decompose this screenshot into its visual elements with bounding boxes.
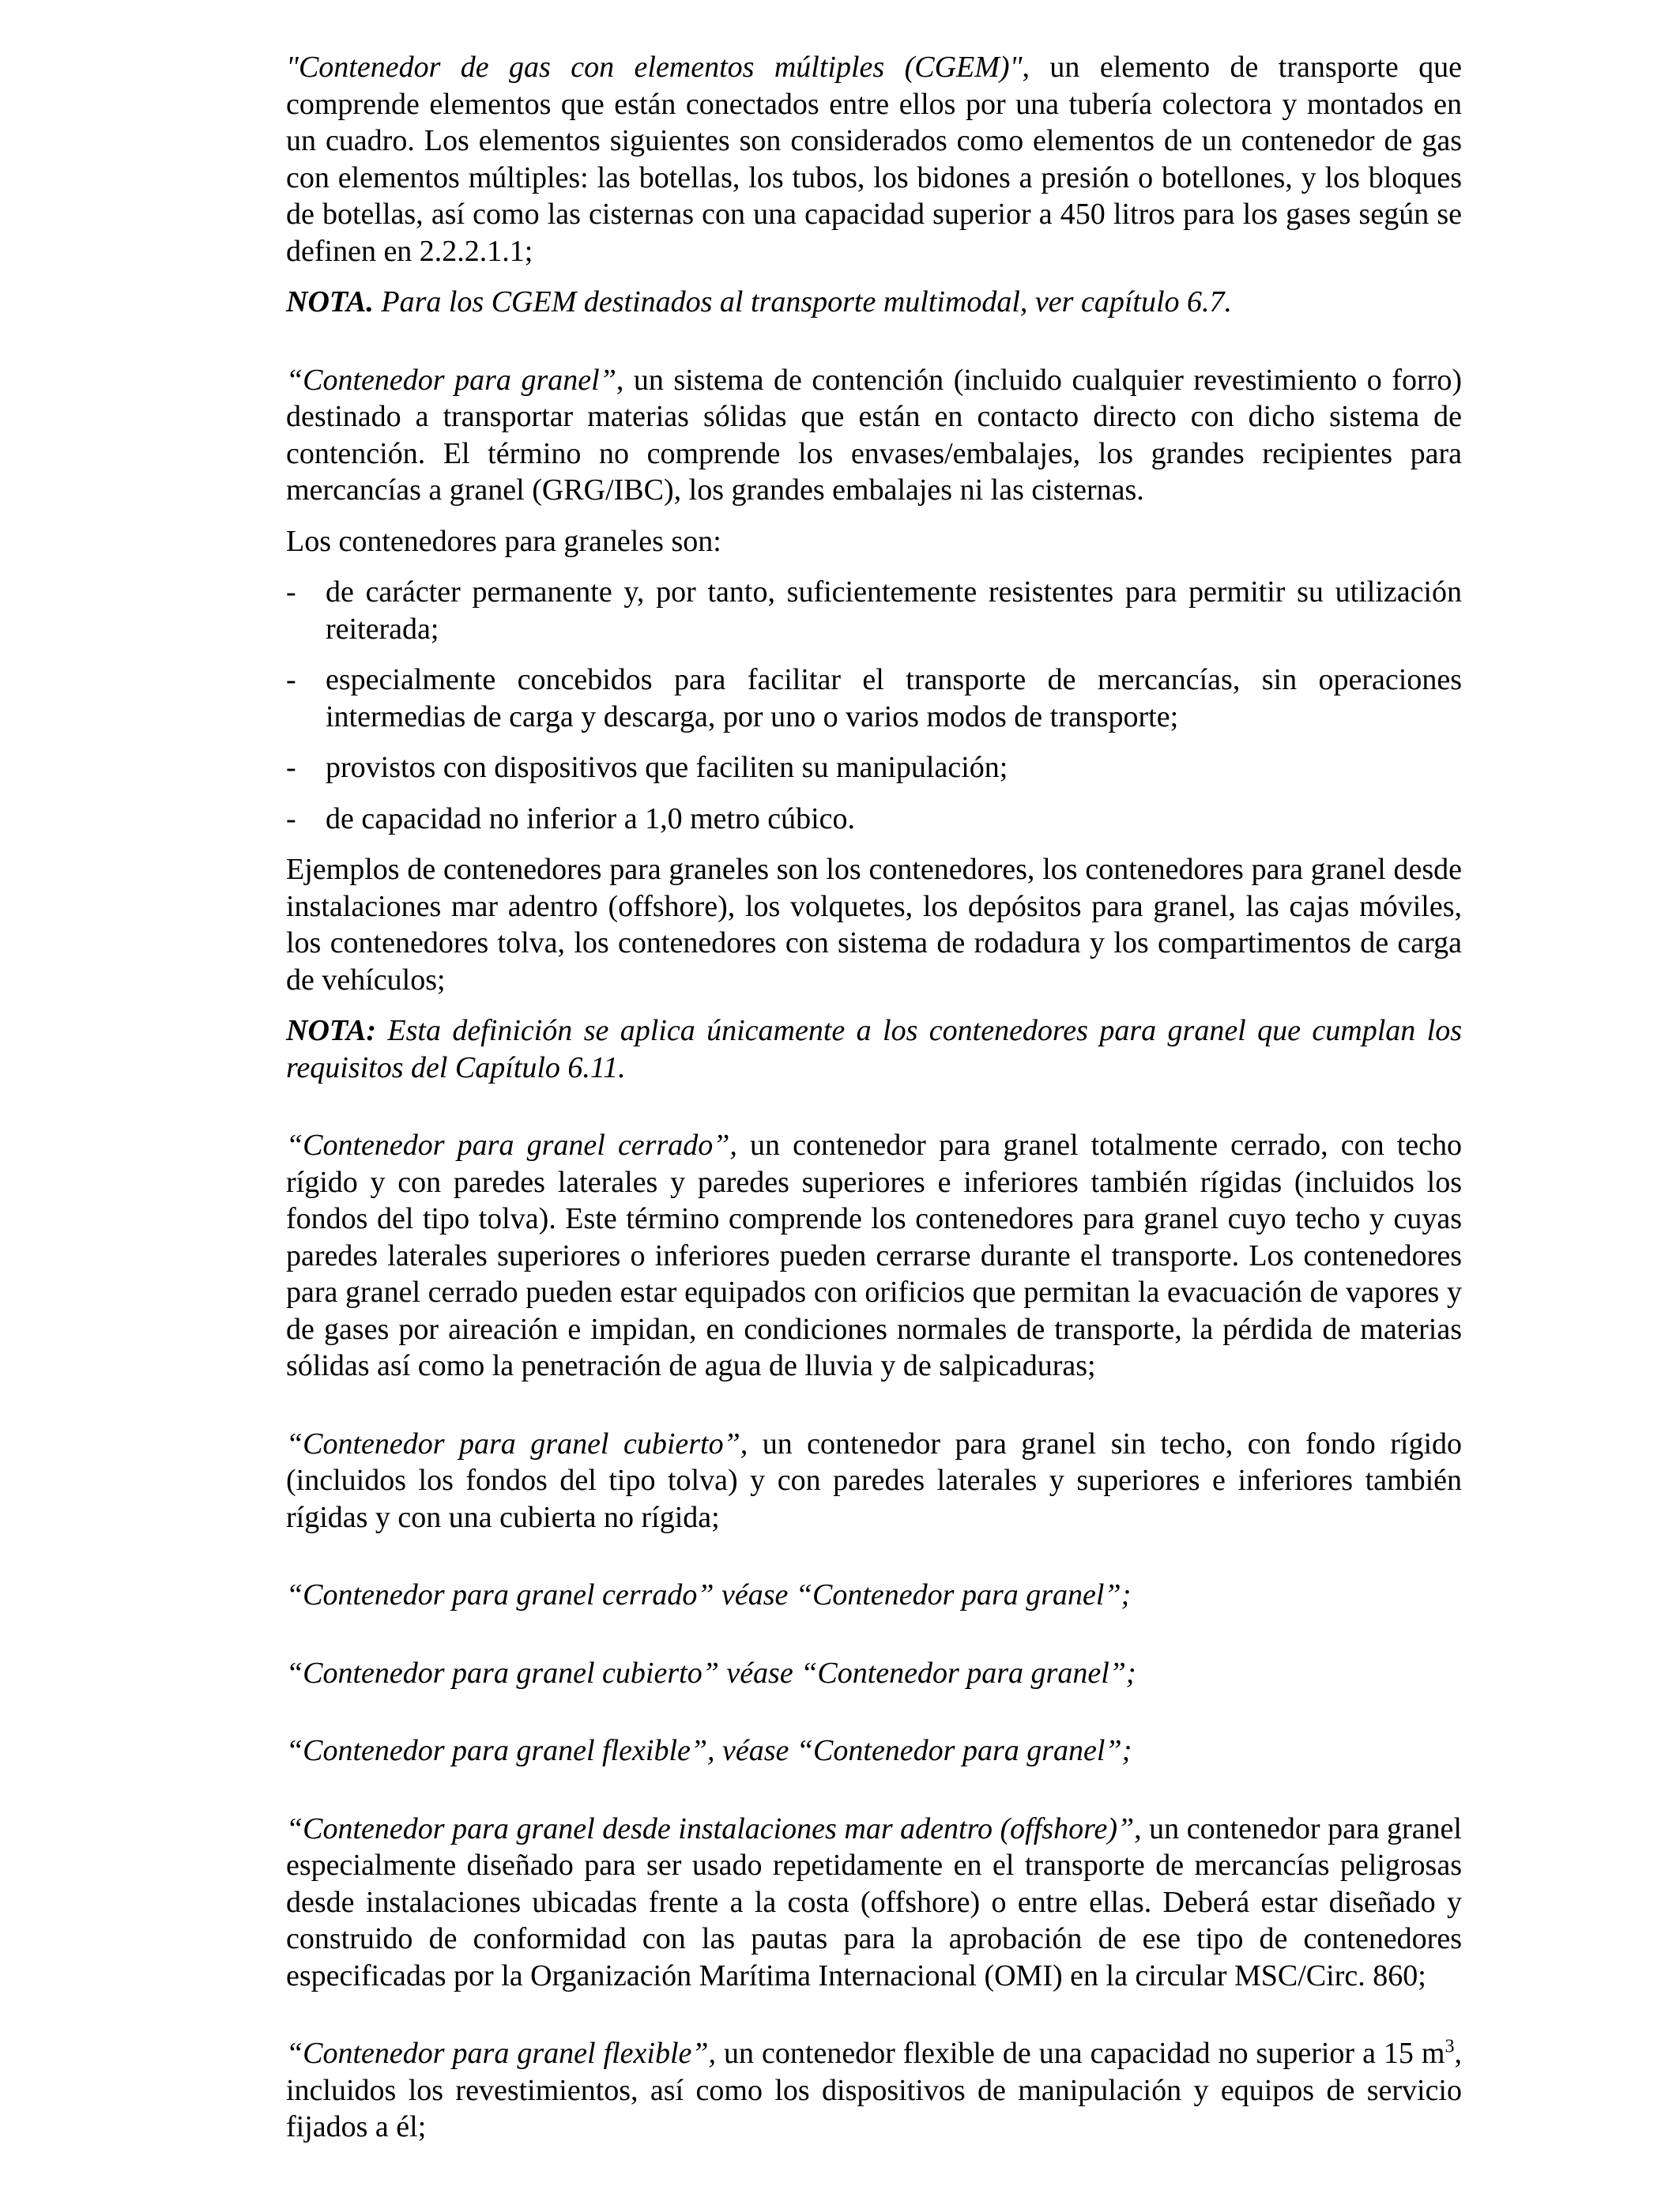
dash-bullet: - — [286, 801, 296, 835]
list-item — [286, 662, 1462, 735]
cgem-definition — [286, 49, 1462, 270]
ejemplos-paragraph: Ejemplos de contenedores para graneles son los contenedores, los contenedores para granel desde instalaciones mar adentro (offshore), los volquetes, los depósitos para granel, las cajas móviles, los contenedores tolva, los contenedores con sistema de rodadura y los compartimentos de carga de vehículos; — [286, 853, 1462, 997]
granel-definition — [286, 362, 1462, 509]
nota-granel-label: NOTA: — [286, 1014, 376, 1047]
nota-granel-text: Esta definición se aplica únicamente a los contenedores para granel que cumplan los requisitos del Capítulo 6.11. — [286, 1014, 1462, 1084]
list-item — [286, 574, 1462, 647]
cubierto-definition — [286, 1426, 1462, 1536]
cross-reference-cerrado: “Contenedor para granel cerrado” véase “Contenedor para granel”; — [286, 1578, 1132, 1612]
granel-term: “Contenedor para granel” — [286, 363, 616, 397]
list-item-text: de capacidad no inferior a 1,0 metro cúbico. — [326, 801, 855, 835]
flexible-definition — [286, 2035, 1462, 2146]
dash-bullet: - — [286, 575, 296, 609]
list-item — [286, 801, 1462, 838]
offshore-body: , un contenedor para granel especialmente diseñado para ser usado repetidamente en el transporte de mercancías peligrosas desde instalaciones ubicadas frente a la costa (offshore) o entre ellas. Deberá estar diseñado y construido de conformidad con las pautas para la aprobación de ese tipo de contenedores especificadas por la Organización Marítima Internacional (OMI) en la circular MSC/Circ. 860; — [286, 1811, 1462, 1992]
cgem-term: "Contenedor de gas con elementos múltiples (CGEM)" — [286, 51, 1023, 84]
dash-bullet: - — [286, 751, 296, 784]
granel-intro: Los contenedores para graneles son: — [286, 524, 721, 558]
granel-body: , un sistema de contención (incluido cualquier revestimiento o forro) destinado a transportar materias sólidas que están en contacto directo con dicho sistema de contención. El término no comprende los envases/embalajes, los grandes recipientes para mercancías a granel (GRG/IBC), los grandes embalajes ni las cisternas. — [286, 363, 1462, 507]
cerrado-body: un contenedor para granel totalmente cerrado, con techo rígido y con paredes laterales y paredes superiores e inferiores también rígidas (incluidos los fondos del tipo tolva). Este término comprende los contenedores para granel cuyo techo y cuyas paredes laterales superiores o inferiores pueden cerrarse durante el transporte. Los contenedores para granel cerrado pueden estar equipados con orificios que permitan la evacuación de vapores y de gases por aireación e impidan, en condiciones normales de transporte, la pérdida de materias sólidas así como la penetración de agua de lluvia y de salpicaduras; — [286, 1129, 1463, 1382]
list-item-text: provistos con dispositivos que faciliten su manipulación; — [326, 751, 1008, 784]
cubic-superscript: 3 — [1445, 2036, 1455, 2057]
cgem-body: , un elemento de transporte que comprende elementos que están conectados entre ellos por una tubería colectora y montados en un cuadro. Los elementos siguientes son considerados como elementos de un contenedor de gas con elementos múltiples: las botellas, los tubos, los bidones a presión o botellones, y los bloques de botellas, así como las cisternas con una capacidad superior a 450 litros para los gases según se definen en 2.2.2.1.1; — [286, 51, 1463, 268]
cubierto-term: “Contenedor para granel cubierto”, — [286, 1427, 748, 1461]
cross-reference-flexible: “Contenedor para granel flexible”, véase “Contenedor para granel”; — [286, 1734, 1132, 1767]
cubierto-body: un contenedor para granel sin techo, con fondo rígido (incluidos los fondos del tipo tolva) y con paredes laterales y superiores e inferiores también rígidas y con una cubierta no rígida; — [286, 1427, 1462, 1534]
document-page — [286, 49, 1462, 2146]
nota-cgem-text: Para los CGEM destinados al transporte multimodal, ver capítulo 6.7. — [373, 285, 1232, 319]
cross-reference-cubierto: “Contenedor para granel cubierto” véase “Contenedor para granel”; — [286, 1656, 1136, 1690]
list-item-text: de carácter permanente y, por tanto, suficientemente resistentes para permitir su utilización reiterada; — [326, 575, 1462, 646]
nota-cgem — [286, 284, 1462, 321]
nota-cgem-label: NOTA. — [286, 285, 374, 319]
cerrado-term: “Contenedor para granel cerrado”, — [286, 1129, 737, 1162]
nota-granel — [286, 1012, 1462, 1086]
flexible-body-end: , incluidos los revestimientos, así como los dispositivos de manipulación y equipos de servicio fijados a él; — [286, 2037, 1462, 2143]
flexible-term: “Contenedor para granel flexible”, — [286, 2037, 717, 2070]
dash-bullet: - — [286, 663, 296, 696]
cerrado-definition — [286, 1127, 1462, 1385]
offshore-term: “Contenedor para granel desde instalaciones mar adentro (offshore)” — [286, 1811, 1135, 1845]
list-item — [286, 749, 1462, 786]
granel-list — [286, 574, 1462, 837]
offshore-definition — [286, 1811, 1462, 1995]
flexible-body-start: un contenedor flexible de una capacidad no superior a 15 m — [716, 2037, 1445, 2070]
list-item-text: especialmente concebidos para facilitar el transporte de mercancías, sin operaciones intermedias de carga y descarga, por uno o varios modos de transporte; — [326, 663, 1462, 733]
